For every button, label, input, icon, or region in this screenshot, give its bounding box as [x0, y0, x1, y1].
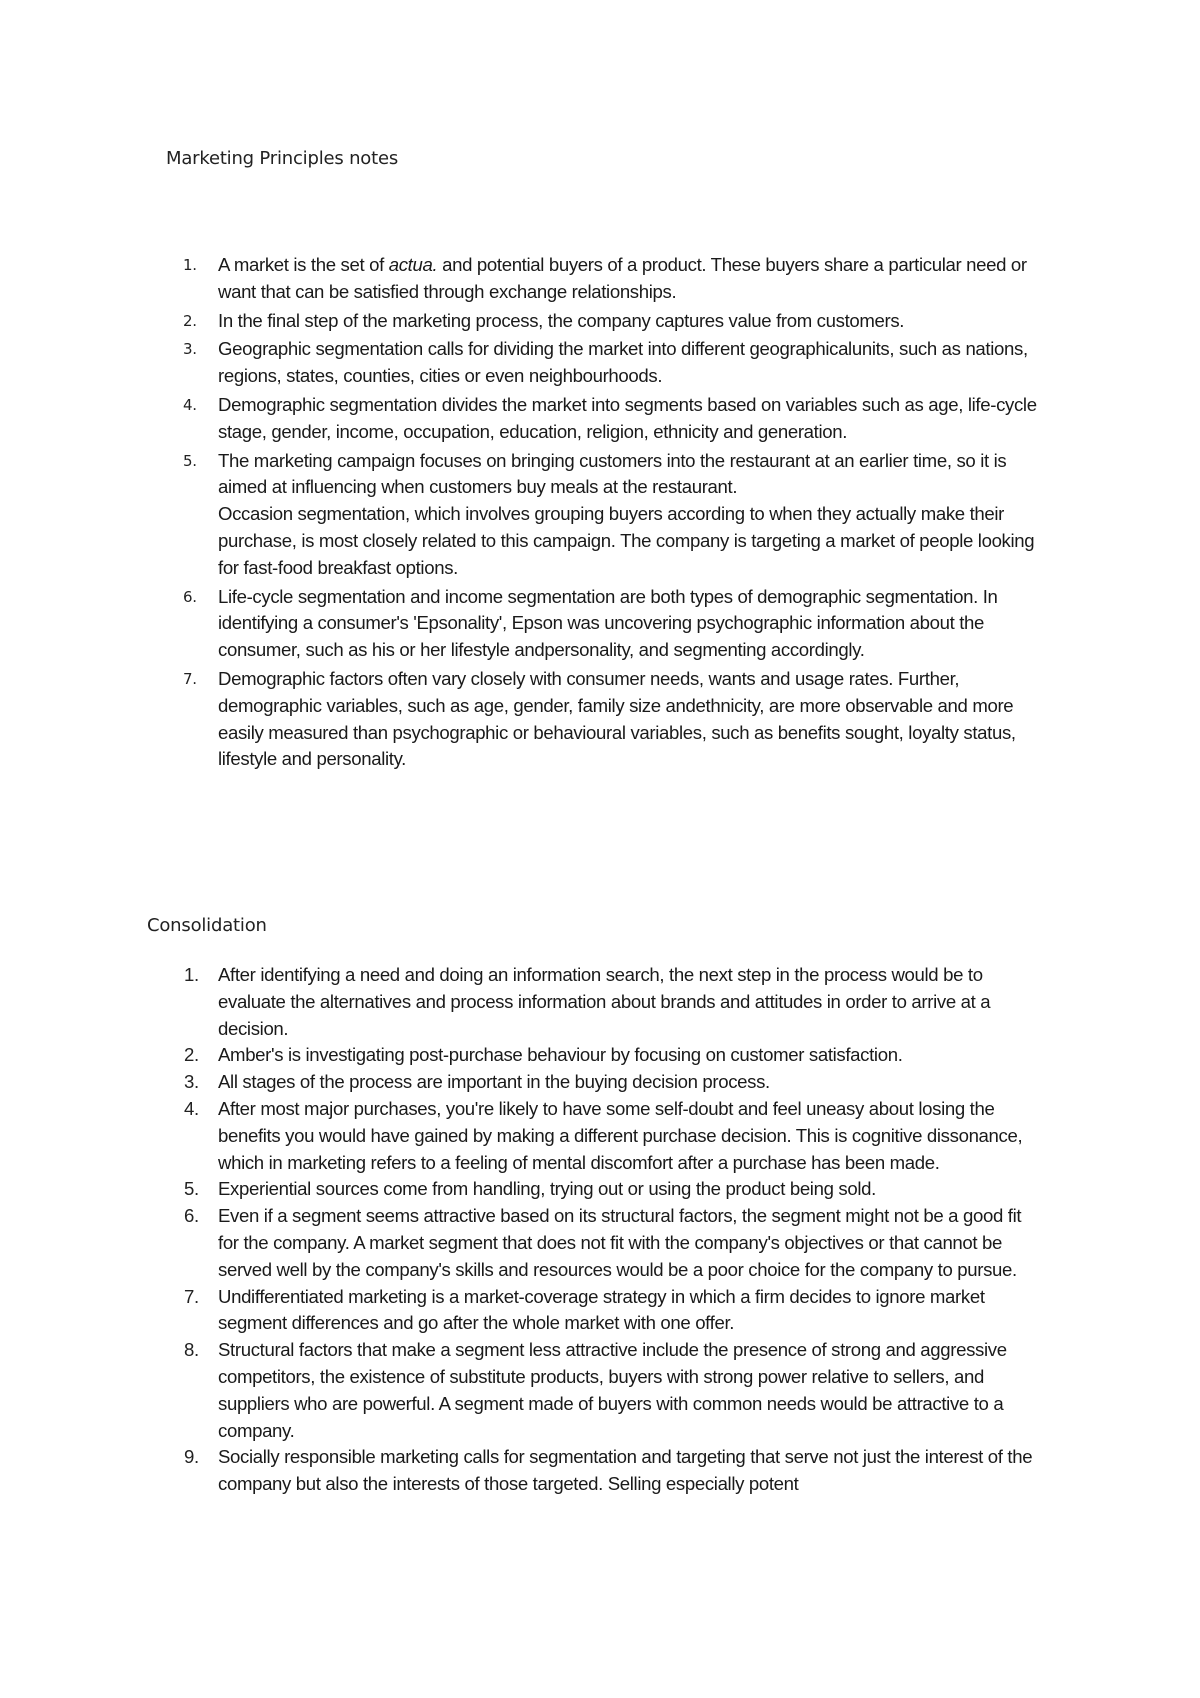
list-item-text: Geographic segmentation calls for dividing the market into different geographicalunits, such as nations, regions, states, counties, cities or even neighbourhoods. [218, 338, 1028, 387]
list-item-text: Life-cycle segmentation and income segmentation are both types of demographic segmentation. In identifying a consumer's 'Epsonality', Epson was uncovering psychographic information about the consumer, such as his or her lifestyle andpersonality, and segmenting accordingly. [218, 585, 998, 661]
list-item [176, 1069, 1046, 1096]
list-number: 6. [184, 1205, 199, 1227]
list-number: 7. [183, 669, 197, 688]
list-item-text: The marketing campaign focuses on bringing customers into the restaurant at an earlier time, so it is aimed at influencing when customers buy meals at the restaurant. [218, 449, 1007, 498]
list-number: 4. [183, 395, 197, 414]
list-item-text: Experiential sources come from handling, trying out or using the product being sold. [218, 1178, 876, 1200]
list-item [176, 1337, 1046, 1444]
list-item-text: Demographic factors often vary closely with consumer needs, wants and usage rates. Further, demographic variables, such as age, gender, family size andethnicity, are more observable and more easily measured than psychographic or behavioural variables, such as benefits sought, loyalty status, lifestyle and personality. [218, 667, 1016, 770]
list-item-text: Structural factors that make a segment less attractive include the presence of strong and aggressive competitors, the existence of substitute products, buyers with strong power relative to sellers, and suppliers who are powerful. A segment made of buyers with common needs would be attractive to a company. [218, 1339, 1007, 1441]
list-item [176, 962, 1046, 1042]
list-item-text: All stages of the process are important in the buying decision process. [218, 1071, 770, 1093]
list-number: 7. [184, 1285, 199, 1307]
list-number: 6. [183, 587, 197, 606]
list-number: 3. [184, 1071, 199, 1093]
list-item-text: Demographic segmentation divides the market into segments based on variables such as age, life-cycle stage, gender, income, occupation, education, religion, ethnicity and generation. [218, 393, 1037, 442]
list-number: 8. [184, 1339, 199, 1361]
list-item-text: Undifferentiated marketing is a market-coverage strategy in which a firm decides to ignore market segment differences and go after the whole market with one offer. [218, 1285, 985, 1334]
notes-list [176, 252, 1046, 775]
list-number: 3. [183, 340, 197, 359]
list-item-text: After most major purchases, you're likely to have some self-doubt and feel uneasy about losing the benefits you would have gained by making a different purchase decision. This is cognitive dissonance, which in marketing refers to a feeling of mental discomfort after a purchase has been made. [218, 1097, 1023, 1173]
list-number: 1. [183, 256, 197, 274]
list-item-text: In the final step of the marketing process, the company captures value from customers. [218, 309, 905, 331]
list-number: 2. [184, 1044, 199, 1066]
list-item [176, 336, 1046, 390]
list-item [176, 666, 1046, 773]
list-item: 1. A market is the set of actua. and potential buyers of a product. These buyers share a particular need or want that can be satisfied through exchange relationships. [183, 254, 1027, 302]
list-item [176, 308, 1046, 335]
list-item [176, 1444, 1046, 1498]
list-number: 9. [184, 1446, 199, 1468]
list-item-text: After identifying a need and doing an information search, the next step in the process would be to evaluate the alternatives and process information about brands and attitudes in order to arrive at a decision. [218, 964, 991, 1039]
list-item [176, 1203, 1046, 1283]
list-number: 2. [183, 311, 197, 330]
list-item-text-continued: Occasion segmentation, which involves grouping buyers according to when they actually make their purchase, is most closely related to this campaign. The company is targeting a market of people looking for fast-food breakfast options. [218, 503, 1035, 578]
list-item [176, 1096, 1046, 1176]
list-item [176, 1284, 1046, 1338]
consolidation-list [176, 962, 1046, 1498]
consolidation-heading: Consolidation [147, 915, 267, 936]
list-number: 1. [184, 964, 199, 985]
list-item [176, 1042, 1046, 1069]
list-item [176, 1176, 1046, 1203]
list-item-text: Even if a segment seems attractive based on its structural factors, the segment might not be a good fit for the company. A market segment that does not fit with the company's objectives or that cannot be served well by the company's skills and resources would be a poor choice for the company to pursue. [218, 1205, 1022, 1280]
list-item-text: Amber's is investigating post-purchase behaviour by focusing on customer satisfaction. [218, 1044, 903, 1066]
list-item [176, 392, 1046, 446]
list-item [176, 584, 1046, 664]
document-title: Marketing Principles notes [166, 148, 399, 169]
list-number: 4. [184, 1097, 199, 1119]
list-item [176, 448, 1046, 582]
list-number: 5. [184, 1178, 199, 1200]
list-item-text: Socially responsible marketing calls for segmentation and targeting that serve not just the interest of the company but also the interests of those targeted. Selling especially potent [218, 1446, 1033, 1495]
list-number: 5. [183, 451, 197, 470]
